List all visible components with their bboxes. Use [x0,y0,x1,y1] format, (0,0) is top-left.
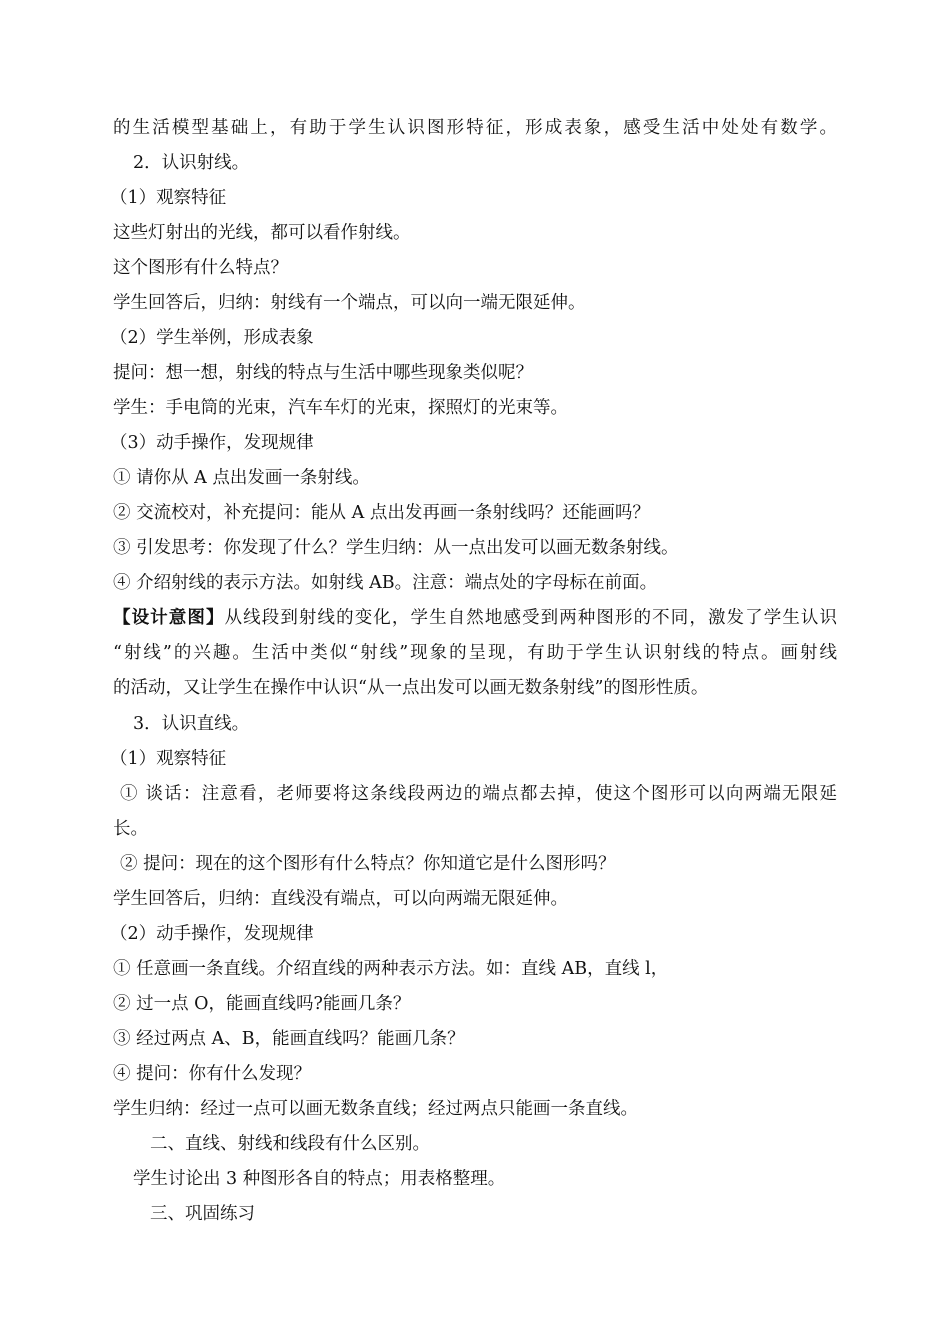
paragraph-line: 长。 [113,819,148,839]
paragraph-line: 这些灯射出的光线，都可以看作射线。 [113,223,411,243]
list-item: ① 请你从 A 点出发画一条射线。 [113,468,370,488]
design-intent-label: 【设计意图】 [113,608,225,628]
list-item: ③ 引发思考：你发现了什么？学生归纳：从一点出发可以画无数条射线。 [113,538,679,558]
list-item: ① 谈话：注意看，老师要将这条线段两边的端点都去掉，使这个图形可以向两端无限延 [120,784,837,804]
paragraph-line: 的生活模型基础上，有助于学生认识图形特征，形成表象，感受生活中处处有数学。 [113,118,837,138]
list-item: ① 任意画一条直线。介绍直线的两种表示方法。如：直线 AB，直线 l， [113,959,669,979]
paragraph-line: “射线”的兴趣。生活中类似“射线”现象的呈现，有助于学生认识射线的特点。画射线 [113,643,837,663]
list-item: ② 交流校对，补充提问：能从 A 点出发再画一条射线吗？还能画吗？ [113,503,650,523]
section-heading: 二、直线、射线和线段有什么区别。 [150,1134,430,1154]
list-item: ④ 介绍射线的表示方法。如射线 AB。注意：端点处的字母标在前面。 [113,573,658,593]
list-item: ④ 提问：你有什么发现？ [113,1064,312,1084]
design-intent-paragraph [113,606,837,630]
paragraph-line: 学生归纳：经过一点可以画无数条直线；经过两点只能画一条直线。 [113,1099,638,1119]
design-intent-text: 从线段到射线的变化，学生自然地感受到两种图形的不同，激发了学生认识 [224,608,838,628]
subsection-heading: （3）动手操作，发现规律 [110,433,314,453]
paragraph-line: 学生回答后，归纳：射线有一个端点，可以向一端无限延伸。 [113,293,586,313]
list-item: ② 提问：现在的这个图形有什么特点？你知道它是什么图形吗？ [120,854,616,874]
subsection-heading: （2）学生举例，形成表象 [110,328,314,348]
list-item: ③ 经过两点 A、B，能画直线吗？能画几条？ [113,1029,465,1049]
subsection-heading: （2）动手操作，发现规律 [110,924,314,944]
section-heading: 3．认识直线。 [133,714,250,734]
paragraph-line: 学生：手电筒的光束，汽车车灯的光束，探照灯的光束等。 [113,398,568,418]
subsection-heading: （1）观察特征 [110,749,227,769]
section-heading: 三、巩固练习 [150,1204,255,1224]
paragraph-line: 的活动，又让学生在操作中认识“从一点出发可以画无数条射线”的图形性质。 [113,678,709,698]
list-item: ② 过一点 O，能画直线吗?能画几条？ [113,994,411,1014]
paragraph-line: 这个图形有什么特点？ [113,258,288,278]
paragraph-line: 学生回答后，归纳：直线没有端点，可以向两端无限延伸。 [113,889,568,909]
paragraph-line: 学生讨论出 3 种图形各自的特点；用表格整理。 [133,1169,506,1189]
section-heading: 2．认识射线。 [133,153,250,173]
subsection-heading: （1）观察特征 [110,188,227,208]
paragraph-line: 提问：想一想，射线的特点与生活中哪些现象类似呢？ [113,363,533,383]
